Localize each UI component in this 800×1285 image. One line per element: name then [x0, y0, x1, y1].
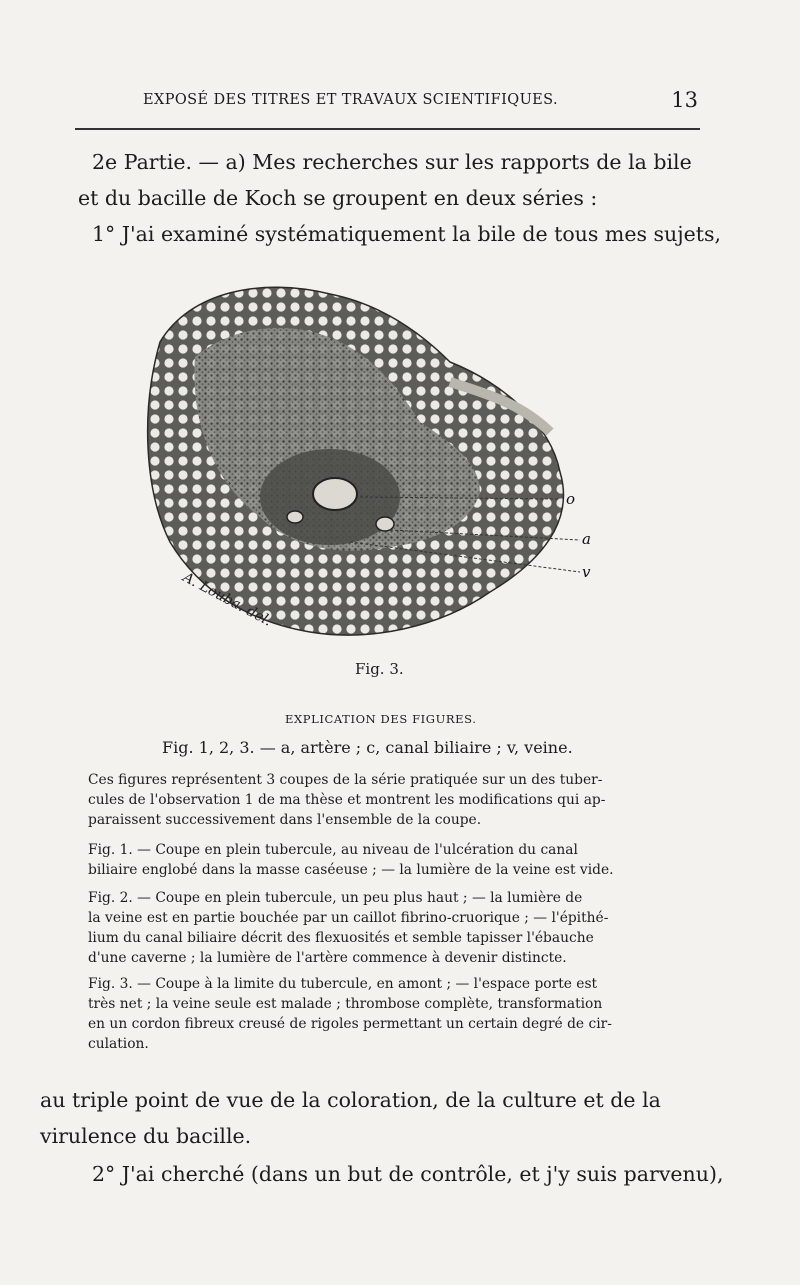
explication-title: EXPLICATION DES FIGURES. — [285, 712, 477, 726]
expl-line: Fig. 3. — Coupe à la limite du tubercule, en amont ; — l'espace porte est — [88, 976, 598, 992]
expl-line: culation. — [88, 1036, 149, 1052]
expl-line: biliaire englobé dans la masse caséeuse ; — la lumière de la veine est vide. — [88, 862, 614, 878]
expl-line: d'une caverne ; la lumière de l'artère commence à devenir distincte. — [88, 950, 567, 966]
body-line-5: virulence du bacille. — [40, 1124, 252, 1148]
body-line-1: 2e Partie. — a) Mes recherches sur les rapports de la bile — [92, 150, 692, 174]
expl-line: cules de l'observation 1 de ma thèse et montrent les modifications qui ap- — [88, 792, 606, 808]
running-header — [75, 88, 700, 114]
expl-line: très net ; la veine seule est malade ; thrombose complète, transformation — [88, 996, 603, 1012]
body-line-6: 2° J'ai cherché (dans un but de contrôle, et j'y suis parvenu), — [92, 1162, 724, 1186]
figure-label-a: a — [582, 530, 591, 548]
expl-line: Fig. 1. — Coupe en plein tubercule, au niveau de l'ulcération du canal — [88, 842, 578, 858]
expl-line: Fig. 2. — Coupe en plein tubercule, un peu plus haut ; — la lumière de — [88, 890, 583, 906]
expl-line: en un cordon fibreux creusé de rigoles permettant un certain degré de cir- — [88, 1016, 612, 1032]
figure-legend: Fig. 1, 2, 3. — a, artère ; c, canal biliaire ; v, veine. — [162, 738, 573, 757]
figure-label-o: o — [566, 490, 576, 508]
page-number: 13 — [671, 88, 698, 112]
expl-line: Ces figures représentent 3 coupes de la série pratiquée sur un des tuber- — [88, 772, 603, 788]
figure-label-v: v — [582, 563, 591, 581]
body-line-2: et du bacille de Koch se groupent en deux séries : — [78, 186, 598, 210]
header-title: EXPOSÉ DES TITRES ET TRAVAUX SCIENTIFIQUES. — [143, 92, 558, 108]
body-line-3: 1° J'ai examiné systématiquement la bile de tous mes sujets, — [92, 222, 722, 246]
expl-line: paraissent successivement dans l'ensemble de la coupe. — [88, 812, 482, 828]
body-line-4: au triple point de vue de la coloration, de la culture et de la — [40, 1088, 661, 1112]
expl-line: lium du canal biliaire décrit des flexuosités et semble tapisser l'ébauche — [88, 930, 594, 946]
figure-caption: Fig. 3. — [355, 660, 404, 678]
expl-line: la veine est en partie bouchée par un caillot fibrino-cruorique ; — l'épithé- — [88, 910, 609, 926]
figure-histology-section — [120, 272, 640, 662]
header-rule — [75, 128, 700, 130]
figure-signature: A. Louba. del. — [180, 569, 275, 630]
